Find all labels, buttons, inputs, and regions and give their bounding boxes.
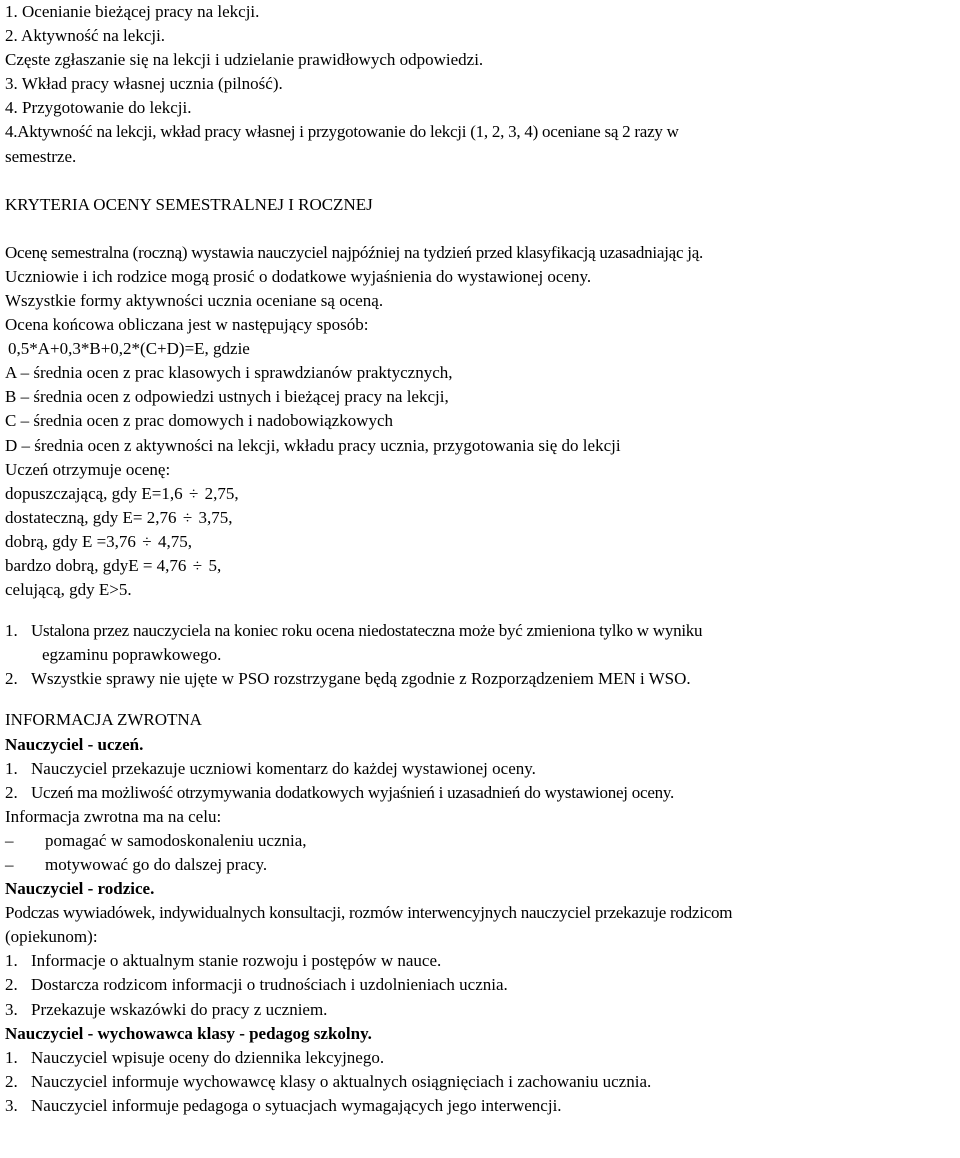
list-item: 4. Przygotowanie do lekcji. — [5, 98, 192, 118]
grade-range-end: 5, — [208, 555, 222, 575]
dash-bullet: – — [5, 855, 14, 874]
range-symbol: ÷ — [188, 483, 199, 503]
paragraph: Ocenę semestralna (roczną) wystawia nauczyciel najpóźniej na tydzień przed klasyfikacją uzasadniając ją. — [5, 242, 704, 262]
item-text: Przekazuje wskazówki do pracy z uczniem. — [31, 999, 328, 1019]
list-item — [5, 853, 955, 877]
note-text-continuation: egzaminu poprawkowego. — [42, 645, 222, 665]
list-item: 2. Aktywność na lekcji. — [5, 26, 166, 46]
item-number: 2. — [5, 1071, 18, 1091]
item-text: Dostarcza rodzicom informacji o trudnościach i uzdolnieniach ucznia. — [31, 975, 508, 995]
subsection-title: Nauczyciel - wychowawca klasy - pedagog szkolny. — [5, 1023, 372, 1043]
item-text: Nauczyciel informuje pedagoga o sytuacjach wymagających jego interwencji. — [31, 1095, 562, 1115]
list-item — [5, 973, 955, 997]
note-text: Wszystkie sprawy nie ujęte w PSO rozstrzygane będą zgodnie z Rozporządzeniem MEN i WSO. — [31, 669, 691, 689]
item-text: Uczeń ma możliwość otrzymywania dodatkowych wyjaśnień i uzasadnień do wystawionej oceny. — [31, 782, 675, 802]
paragraph: Uczniowie i ich rodzice mogą prosić o dodatkowe wyjaśnienia do wystawionej oceny. — [5, 266, 592, 286]
subsection-title: Nauczyciel - rodzice. — [5, 879, 155, 899]
dash-bullet: – — [5, 830, 14, 850]
item-number: 1. — [5, 951, 18, 971]
grade-range-end: 3,75, — [198, 507, 233, 527]
subsection-title: Nauczyciel - uczeń. — [5, 734, 144, 754]
grade-range-end: 4,75, — [157, 531, 192, 551]
grade-row — [5, 482, 955, 506]
paragraph: Podczas wywiadówek, indywidualnych konsultacji, rozmów interwencyjnych nauczyciel przekazuje rodzicom — [5, 903, 733, 923]
item-text: Informacje o aktualnym stanie rozwoju i postępów w nauce. — [31, 951, 442, 971]
item-number: 1. — [5, 758, 18, 778]
list-item — [5, 949, 955, 973]
list-item-continuation: semestrze. — [5, 146, 77, 166]
list-item: 1. Ocenianie bieżącej pracy na lekcji. — [5, 2, 260, 21]
item-text: Nauczyciel informuje wychowawcę klasy o aktualnych osiągnięciach i zachowaniu ucznia. — [31, 1071, 652, 1091]
note-item — [5, 667, 955, 691]
grade-range-start: bardzo dobrą, gdyE = 4,76 — [5, 555, 187, 575]
paragraph: Wszystkie formy aktywności ucznia oceniane są oceną. — [5, 290, 384, 310]
list-item-detail: Częste zgłaszanie się na lekcji i udzielanie prawidłowych odpowiedzi. — [5, 50, 484, 70]
note-number: 2. — [5, 669, 18, 689]
item-number: 2. — [5, 975, 18, 995]
item-text: pomagać w samodoskonaleniu ucznia, — [45, 830, 307, 850]
list-item — [5, 781, 955, 805]
list-item — [5, 1094, 955, 1118]
item-number: 2. — [5, 782, 18, 802]
paragraph: Ocena końcowa obliczana jest w następujący sposób: — [5, 315, 369, 335]
range-symbol: ÷ — [182, 507, 193, 527]
grade-range-start: dobrą, gdy E =3,76 — [5, 531, 136, 551]
grade-row — [5, 530, 955, 554]
formula: 0,5*A+0,3*B+0,2*(C+D)=E, gdzie — [8, 339, 250, 359]
note-text: Ustalona przez nauczyciela na koniec roku ocena niedostateczna może być zmieniona tylko w wyniku — [31, 621, 703, 641]
note-item — [5, 619, 955, 643]
range-symbol: ÷ — [142, 531, 152, 551]
note-number: 1. — [5, 621, 18, 641]
grade-row — [5, 554, 955, 578]
list-item — [5, 998, 955, 1022]
grade-row: celującą, gdy E>5. — [5, 580, 132, 600]
grade-intro: Uczeń otrzymuje ocenę: — [5, 459, 171, 479]
list-item — [5, 1070, 955, 1094]
range-symbol: ÷ — [192, 555, 203, 575]
item-number: 3. — [5, 1095, 18, 1115]
item-text: Nauczyciel przekazuje uczniowi komentarz do każdej wystawionej oceny. — [31, 758, 536, 778]
paragraph: Informacja zwrotna ma na celu: — [5, 806, 222, 826]
definition-c: C – średnia ocen z prac domowych i nadobowiązkowych — [5, 411, 394, 431]
item-number: 1. — [5, 1047, 18, 1067]
list-item: 3. Wkład pracy własnej ucznia (pilność). — [5, 74, 283, 94]
definition-d: D – średnia ocen z aktywności na lekcji, wkładu pracy ucznia, przygotowania się do lekcji — [5, 435, 621, 455]
grade-range-start: dostateczną, gdy E= 2,76 — [5, 507, 177, 527]
list-item: 4.Aktywność na lekcji, wkład pracy własnej i przygotowanie do lekcji (1, 2, 3, 4) oceniane są 2 razy w — [5, 122, 679, 142]
item-number: 3. — [5, 999, 18, 1019]
item-text: Nauczyciel wpisuje oceny do dziennika lekcyjnego. — [31, 1047, 385, 1067]
item-text: motywować go do dalszej pracy. — [45, 855, 268, 874]
grade-range-end: 2,75, — [204, 483, 239, 503]
section-heading: KRYTERIA OCENY SEMESTRALNEJ I ROCZNEJ — [5, 194, 373, 214]
definition-b: B – średnia ocen z odpowiedzi ustnych i bieżącej pracy na lekcji, — [5, 387, 449, 407]
definition-a: A – średnia ocen z prac klasowych i sprawdzianów praktycznych, — [5, 363, 453, 383]
paragraph-continuation: (opiekunom): — [5, 927, 98, 947]
list-item — [5, 757, 955, 781]
list-item — [5, 829, 955, 853]
grade-range-start: dopuszczającą, gdy E=1,6 — [5, 483, 183, 503]
grade-row — [5, 506, 955, 530]
list-item — [5, 1046, 955, 1070]
section-heading: INFORMACJA ZWROTNA — [5, 710, 202, 730]
